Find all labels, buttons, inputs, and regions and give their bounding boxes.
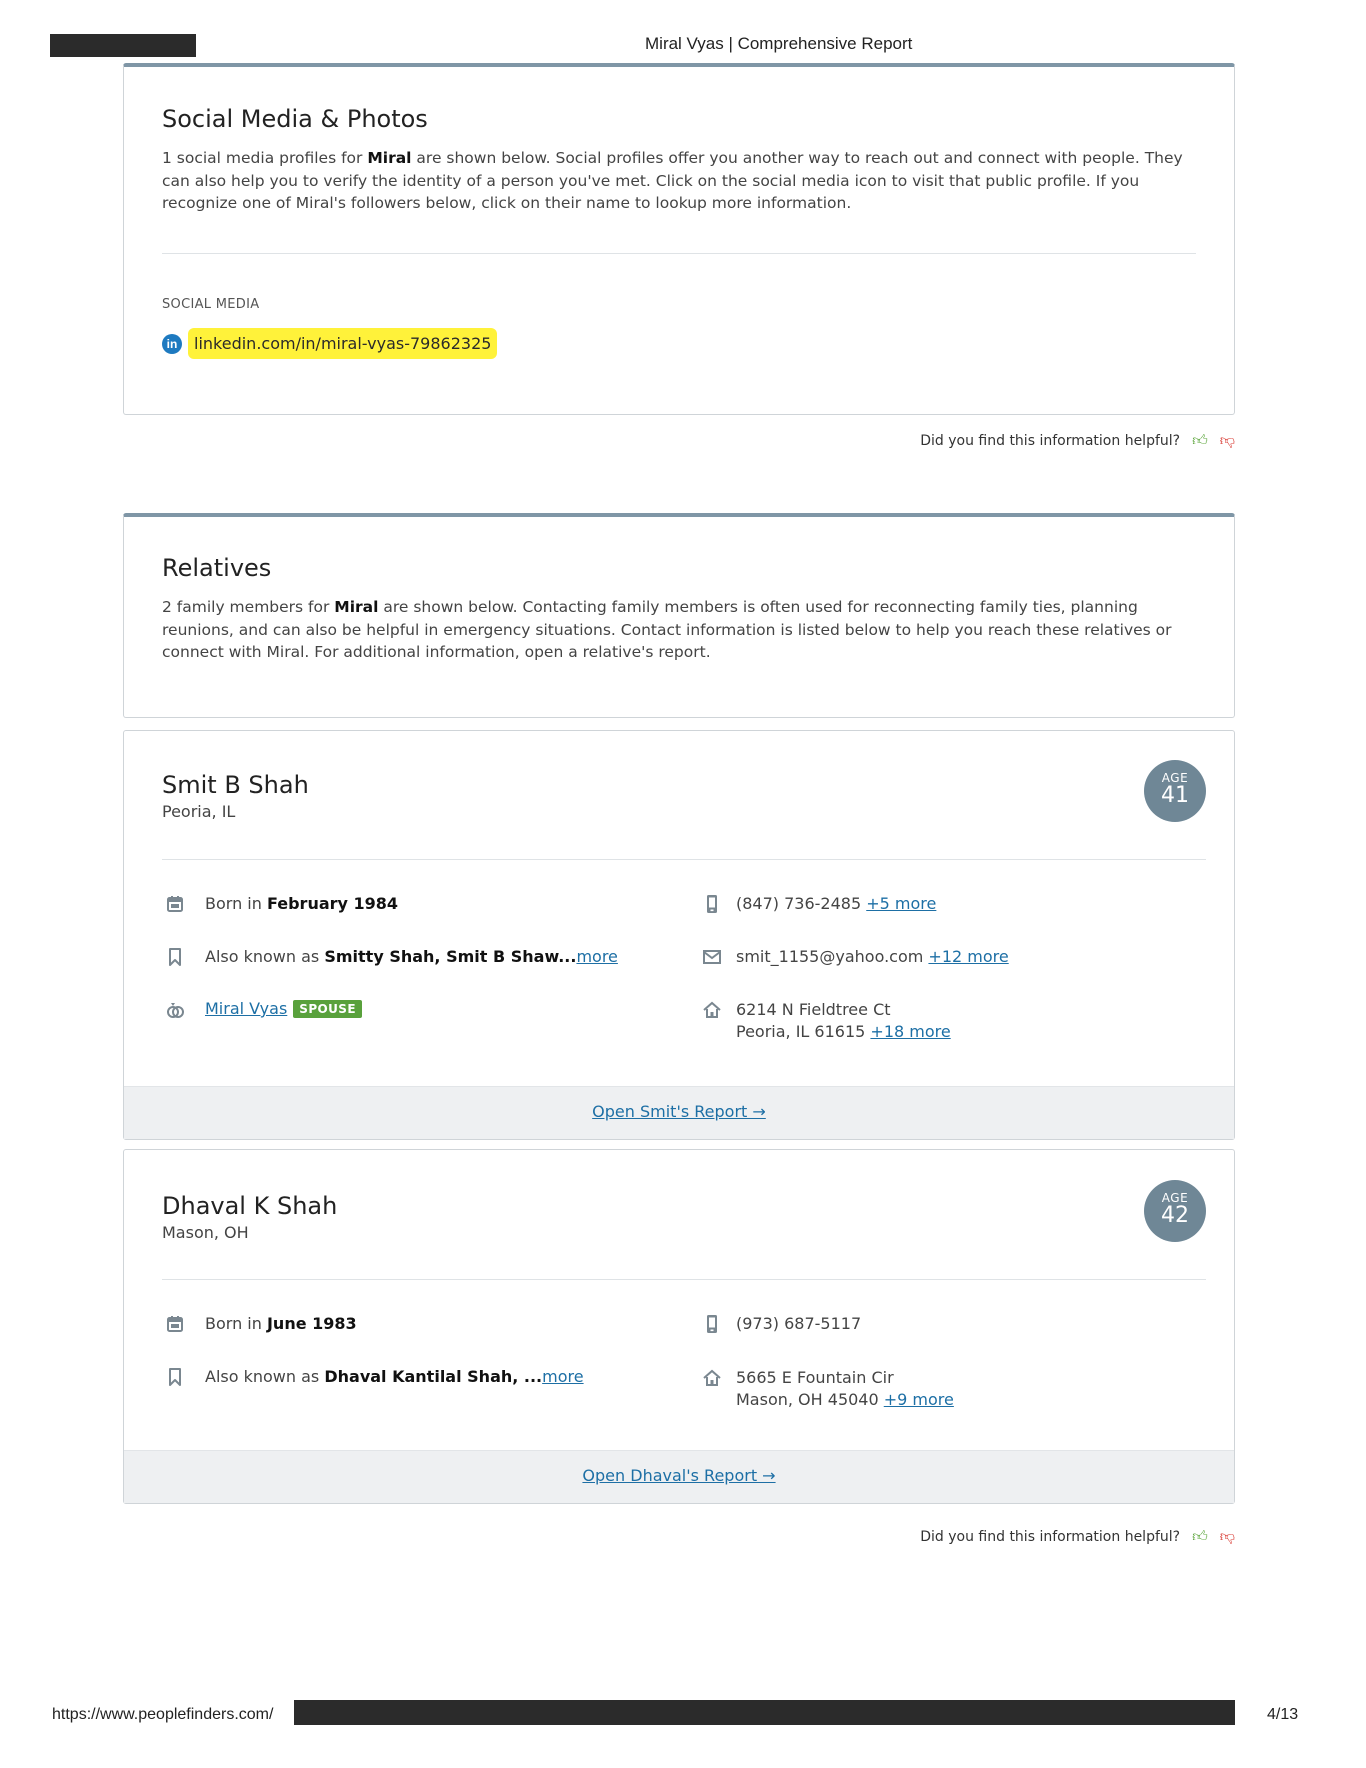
address-row: 6214 N Fieldtree Ct Peoria, IL 61615 +18 more xyxy=(736,1000,951,1041)
divider xyxy=(162,1279,1206,1280)
linkedin-icon[interactable]: in xyxy=(162,334,182,354)
aka-row: Also known as Dhaval Kantilal Shah, ...more xyxy=(205,1367,584,1386)
person-name: Dhaval K Shah xyxy=(162,1192,338,1220)
social-media-title: Social Media & Photos xyxy=(162,105,428,133)
bookmark-icon xyxy=(165,1367,185,1387)
helpful-feedback xyxy=(920,1527,1235,1546)
address-row: 5665 E Fountain Cir Mason, OH 45040 +9 more xyxy=(736,1368,954,1409)
open-report-link[interactable]: Open Dhaval's Report → xyxy=(582,1466,776,1485)
calendar-icon xyxy=(165,1314,185,1334)
divider xyxy=(162,859,1206,860)
relatives-card xyxy=(123,513,1235,718)
person-location: Mason, OH xyxy=(162,1223,249,1242)
relation-link[interactable]: Miral Vyas xyxy=(205,999,288,1018)
spouse-badge: SPOUSE xyxy=(293,1000,362,1018)
email-row: smit_1155@yahoo.com +12 more xyxy=(736,947,1009,966)
born-row: Born in February 1984 xyxy=(205,894,399,913)
thumbs-down-icon[interactable]: 👎︎ xyxy=(1219,431,1235,449)
page-number: 4/13 xyxy=(1267,1706,1299,1723)
phone-more-link[interactable]: +5 more xyxy=(866,894,937,913)
relative-card-dhaval xyxy=(123,1149,1235,1504)
thumbs-up-icon[interactable]: 👍︎ xyxy=(1192,431,1208,449)
social-media-description: 1 social media profiles for Miral are shown below. Social profiles offer you another way to reach out and connect with people. They can also help you to verify the identity of a person you've met. Click on the social media icon to visit that public profile. If you recognize one of Miral's followers below, click on their name to lookup more information. xyxy=(162,149,1183,212)
aka-more-link[interactable]: more xyxy=(576,947,618,966)
relation-row xyxy=(205,999,362,1018)
person-name: Smit B Shah xyxy=(162,771,309,799)
address-more-link[interactable]: +18 more xyxy=(870,1022,951,1041)
home-icon xyxy=(702,1368,722,1388)
email-more-link[interactable]: +12 more xyxy=(928,947,1009,966)
helpful-text: Did you find this information helpful? xyxy=(920,433,1181,449)
thumbs-up-icon[interactable]: 👍︎ xyxy=(1192,1527,1208,1545)
age-badge: AGE 42 xyxy=(1144,1180,1206,1242)
rings-icon xyxy=(165,1000,185,1020)
email-icon xyxy=(702,947,722,967)
born-row: Born in June 1983 xyxy=(205,1314,357,1333)
age-badge: AGE 41 xyxy=(1144,760,1206,822)
aka-more-link[interactable]: more xyxy=(542,1367,584,1386)
phone-row: (847) 736-2485 +5 more xyxy=(736,894,937,913)
linkedin-entry[interactable] xyxy=(162,333,497,354)
phone-row: (973) 687-5117 xyxy=(736,1314,862,1333)
social-media-card xyxy=(123,63,1235,415)
thumbs-down-icon[interactable]: 👎︎ xyxy=(1219,1527,1235,1545)
helpful-feedback xyxy=(920,431,1235,450)
aka-row: Also known as Smitty Shah, Smit B Shaw...more xyxy=(205,947,618,966)
card-footer xyxy=(124,1450,1234,1503)
footer-url: https://www.peoplefinders.com/ xyxy=(52,1706,274,1723)
redacted-block-header xyxy=(50,34,196,57)
helpful-text: Did you find this information helpful? xyxy=(920,1529,1181,1545)
home-icon xyxy=(702,1000,722,1020)
phone-icon xyxy=(702,894,722,914)
relatives-title: Relatives xyxy=(162,554,272,582)
open-report-link[interactable]: Open Smit's Report → xyxy=(592,1102,766,1121)
divider xyxy=(162,253,1196,254)
card-footer xyxy=(124,1086,1234,1139)
calendar-icon xyxy=(165,894,185,914)
address-more-link[interactable]: +9 more xyxy=(883,1390,954,1409)
phone-icon xyxy=(702,1314,722,1334)
social-media-label: SOCIAL MEDIA xyxy=(162,297,260,312)
person-location: Peoria, IL xyxy=(162,802,236,821)
page-title: Miral Vyas | Comprehensive Report xyxy=(645,34,913,53)
relatives-description: 2 family members for Miral are shown below. Contacting family members is often used for reconnecting family ties, planning reunions, and can also be helpful in emergency situations. Contact information is listed below to help you reach these relatives or connect with Miral. For additional information, open a relative's report. xyxy=(162,598,1172,661)
relative-card-smit xyxy=(123,730,1235,1140)
redacted-block-footer xyxy=(294,1700,1235,1725)
bookmark-icon xyxy=(165,947,185,967)
linkedin-link[interactable]: linkedin.com/in/miral-vyas-79862325 xyxy=(188,328,497,359)
